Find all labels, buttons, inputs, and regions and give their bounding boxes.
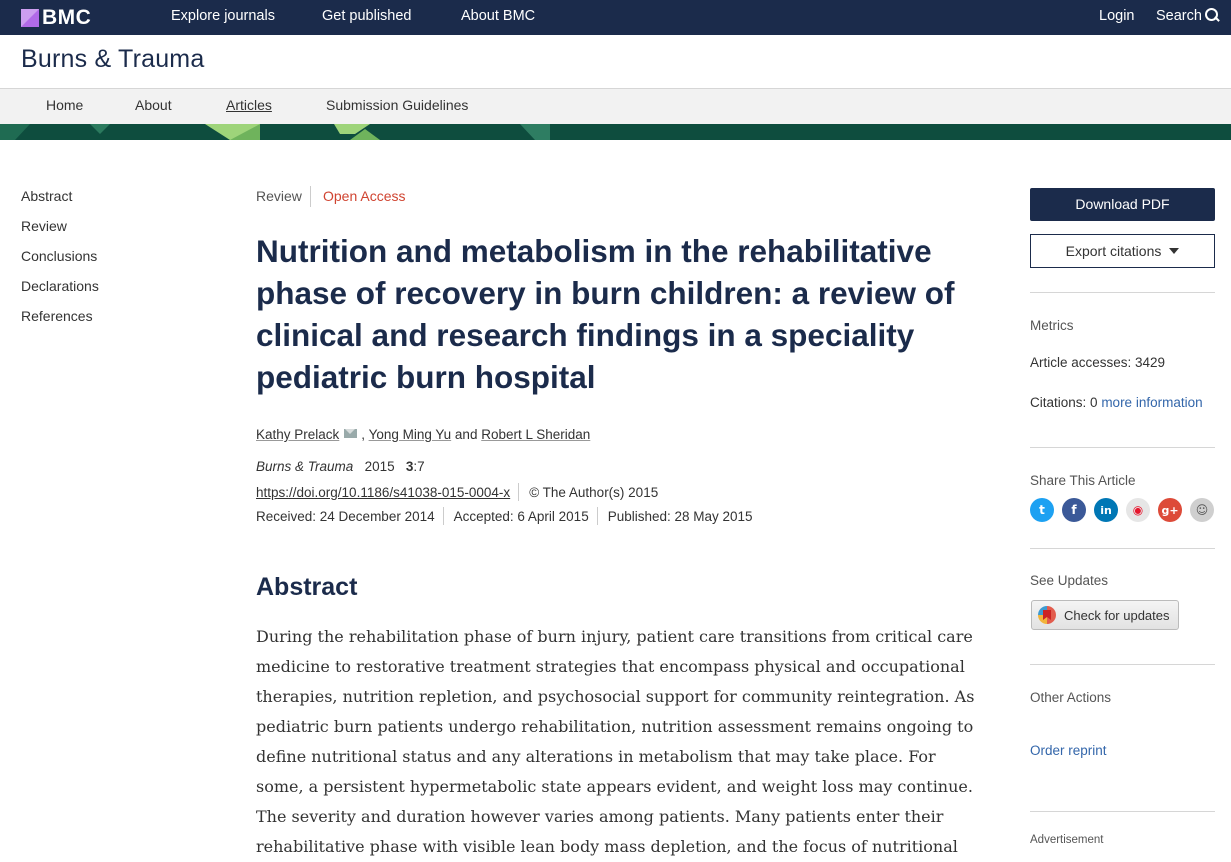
open-access-badge: Open Access bbox=[323, 188, 406, 204]
abstract-heading: Abstract bbox=[256, 573, 358, 601]
citation-info bbox=[256, 459, 425, 474]
more-information-link[interactable]: more information bbox=[1101, 395, 1203, 410]
article-accesses: Article accesses: 3429 bbox=[1030, 355, 1166, 370]
linkedin-icon[interactable]: in bbox=[1094, 498, 1118, 522]
toc-abstract[interactable]: Abstract bbox=[21, 188, 73, 204]
bmc-logo[interactable] bbox=[21, 7, 91, 28]
sidebar-divider bbox=[1030, 292, 1215, 293]
weibo-icon[interactable]: ◉ bbox=[1126, 498, 1150, 522]
export-citations-label: Export citations bbox=[1065, 243, 1162, 259]
citation-year: 2015 bbox=[364, 459, 395, 474]
toc-declarations[interactable]: Declarations bbox=[21, 278, 99, 294]
journal-nav-articles[interactable]: Articles bbox=[226, 97, 272, 113]
sidebar-divider bbox=[1030, 447, 1215, 448]
other-actions-label: Other Actions bbox=[1030, 690, 1112, 705]
divider bbox=[443, 507, 444, 525]
citation-journal: Burns & Trauma bbox=[256, 459, 354, 474]
nav-about-bmc[interactable]: About BMC bbox=[461, 8, 536, 24]
nav-get-published[interactable]: Get published bbox=[322, 8, 412, 24]
divider bbox=[518, 483, 519, 501]
bmc-logo-mark-icon bbox=[21, 9, 39, 27]
search-button[interactable] bbox=[1156, 8, 1219, 24]
type-separator bbox=[310, 186, 311, 207]
author-separator: , bbox=[361, 427, 366, 442]
export-citations-button[interactable] bbox=[1030, 234, 1215, 268]
divider bbox=[597, 507, 598, 525]
toc-review[interactable]: Review bbox=[21, 218, 67, 234]
publication-dates bbox=[256, 507, 753, 525]
citation-volume: 3 bbox=[405, 459, 414, 474]
top-navigation bbox=[0, 0, 1231, 35]
download-pdf-button[interactable]: Download PDF bbox=[1030, 188, 1215, 221]
share-buttons bbox=[1030, 498, 1214, 522]
doi-link[interactable]: https://doi.org/10.1186/s41038-015-0004-x bbox=[256, 485, 511, 500]
check-for-updates-button[interactable] bbox=[1031, 600, 1179, 630]
journal-nav-about[interactable]: About bbox=[135, 97, 172, 113]
author-link[interactable]: Robert L Sheridan bbox=[481, 427, 591, 442]
share-label: Share This Article bbox=[1030, 473, 1136, 488]
login-link[interactable]: Login bbox=[1099, 8, 1135, 24]
journal-nav-submission-guidelines[interactable]: Submission Guidelines bbox=[326, 97, 469, 113]
journal-header bbox=[0, 35, 1231, 88]
metrics-label: Metrics bbox=[1030, 318, 1074, 333]
author-link[interactable]: Yong Ming Yu bbox=[368, 427, 452, 442]
journal-nav-home[interactable]: Home bbox=[46, 97, 84, 113]
sidebar-divider bbox=[1030, 811, 1215, 812]
crossmark-icon bbox=[1038, 606, 1056, 624]
article-title: Nutrition and metabolism in the rehabilitative phase of recovery in burn children: a review of clinical and research findings in a speciality pediatric burn hospital bbox=[256, 233, 955, 395]
citations-line bbox=[1030, 395, 1203, 410]
citations-count: Citations: 0 bbox=[1030, 395, 1098, 410]
article-type: Review bbox=[256, 188, 302, 204]
search-label: Search bbox=[1156, 8, 1202, 24]
sidebar-divider bbox=[1030, 548, 1215, 549]
published-date: Published: 28 May 2015 bbox=[607, 509, 753, 524]
search-icon bbox=[1205, 8, 1219, 22]
copyright: © The Author(s) 2015 bbox=[529, 485, 659, 500]
author-list bbox=[256, 427, 590, 442]
order-reprint-link[interactable]: Order reprint bbox=[1030, 743, 1107, 758]
facebook-icon[interactable]: f bbox=[1062, 498, 1086, 522]
journal-title[interactable]: Burns & Trauma bbox=[21, 45, 205, 73]
citation-issue: :7 bbox=[413, 459, 425, 474]
toc-conclusions[interactable]: Conclusions bbox=[21, 248, 98, 264]
advertisement-label: Advertisement bbox=[1030, 834, 1104, 846]
author-link[interactable]: Kathy Prelack bbox=[256, 427, 340, 442]
email-icon[interactable] bbox=[344, 429, 357, 438]
accepted-date: Accepted: 6 April 2015 bbox=[453, 509, 589, 524]
abstract-text: During the rehabilitation phase of burn injury, patient care transitions from critical care medicine to restorative treatment strategies that encompass physical and occupational therapies, nutrition repletion, and psychosocial support for community reintegration. As pediatric burn patients undergo rehabilitation, nutrition assessment remains ongoing to define nutritional status and any alterations in metabolism that may take place. For some, a persistent hypermetabolic state appears evident, and weight loss may continue. The severity and duration however varies among patients. Many patients enter their rehabilitative phase with visible lean body mass depletion, and the focus of nutritional bbox=[256, 627, 975, 856]
see-updates-label: See Updates bbox=[1030, 573, 1109, 588]
check-for-updates-label: Check for updates bbox=[1064, 607, 1170, 623]
decorative-banner-pattern bbox=[0, 124, 1231, 140]
sidebar-divider bbox=[1030, 664, 1215, 665]
author-conjunction: and bbox=[454, 427, 478, 442]
doi-line bbox=[256, 483, 658, 501]
nav-explore-journals[interactable]: Explore journals bbox=[171, 8, 275, 24]
chevron-down-icon bbox=[1169, 248, 1179, 254]
reddit-icon[interactable]: ☺ bbox=[1190, 498, 1214, 522]
twitter-icon[interactable]: t bbox=[1030, 498, 1054, 522]
received-date: Received: 24 December 2014 bbox=[256, 509, 435, 524]
brand-name: BMC bbox=[42, 5, 92, 29]
journal-navigation bbox=[0, 88, 1231, 124]
google-plus-icon[interactable]: g+ bbox=[1158, 498, 1182, 522]
toc-references[interactable]: References bbox=[21, 308, 93, 324]
